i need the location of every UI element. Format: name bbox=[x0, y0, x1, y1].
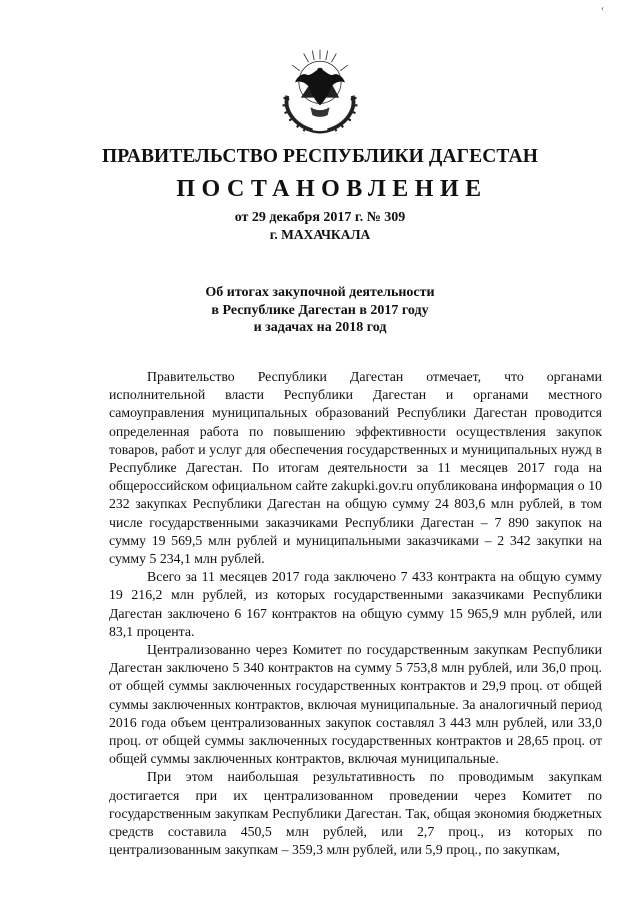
title-line: и задачах на 2018 год bbox=[253, 320, 387, 335]
resolution-title bbox=[0, 284, 640, 337]
title-line: в Республике Дагестан в 2017 году bbox=[211, 302, 429, 318]
scan-corner-mark: ‹ bbox=[601, 3, 604, 13]
dagestan-coat-of-arms-icon bbox=[272, 42, 368, 138]
title-line: Об итогах закупочной деятельности bbox=[205, 285, 435, 300]
body-paragraph: При этом наибольшая результативность по проводимым закупкам достигается при их централизованном проведении через Комитет по государственным закупкам Республики Дагестан. Так, общая экономия бюджетных средств составила 450,5 млн рублей, или 2,7 проц., из которых по централизованным закупкам – 359,3 млн рублей, или 5,9 проц., по закупкам, bbox=[109, 769, 602, 858]
document-type: ПОСТАНОВЛЕНИЕ bbox=[176, 176, 488, 202]
document-city: г. МАХАЧКАЛА bbox=[269, 227, 371, 242]
government-name: ПРАВИТЕЛЬСТВО РЕСПУБЛИКИ ДАГЕСТАН bbox=[101, 146, 538, 167]
body-paragraph: Правительство Республики Дагестан отмечает, что органами исполнительной власти Республики Дагестан и органами местного самоуправления муниципальных образований Республики Дагестан проводится определенная работа по повышению эффективности осуществления закупок товаров, работ и услуг для обеспечения государственных и муниципальных нужд в Республике Дагестан. По итогам деятельности за 11 месяцев 2017 года на общероссийском официальном сайте zakupki.gov.ru опубликована информация о 10 232 закупках Республики Дагестан на общую сумму 24 803,6 млн рублей, в том числе государственными заказчиками Республики Дагестан – 7 890 закупок на сумму 19 569,5 млн рублей и муниципальными заказчиками – 2 342 закупки на сумму 5 234,1 млн рублей. bbox=[109, 369, 602, 567]
body-paragraph: Всего за 11 месяцев 2017 года заключено 7 433 контракта на общую сумму 19 216,2 млн рублей, из которых государственными заказчиками Республики Дагестан заключено 6 167 контрактов на общую сумму 15 965,9 млн рублей, или 83,1 процента. bbox=[109, 569, 602, 639]
document-date-number: от 29 декабря 2017 г. № 309 bbox=[234, 210, 406, 225]
document-body bbox=[109, 368, 602, 859]
body-paragraph: Централизованно через Комитет по государственным закупкам Республики Дагестан заключено 5 340 контрактов на сумму 5 753,8 млн рублей, или 36,0 проц. от общей суммы заключенных государственных контрактов и 29,9 проц. от общей суммы заключенных контрактов, включая муниципальные. За аналогичный период 2016 года объем централизованных закупок составлял 3 443 млн рублей, или 33,0 проц. от общей суммы заключенных государственных контрактов и 28,65 проц. от общей суммы заключенных контрактов, включая муниципальные. bbox=[109, 642, 602, 767]
